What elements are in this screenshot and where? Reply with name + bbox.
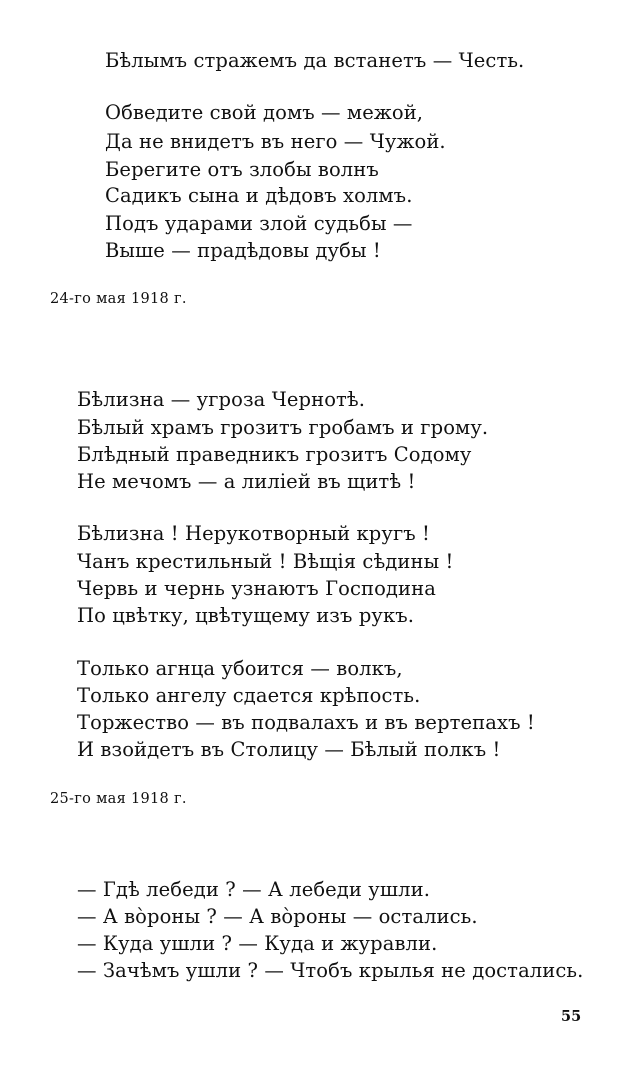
poem-line: Бѣлымъ стражемъ да встанетъ — Честь. <box>105 49 525 72</box>
poem-line: — Куда ушли ? — Куда и журавли. <box>77 932 438 955</box>
poem-line: Торжество — въ подвалахъ и въ вертепахъ ! <box>77 711 535 734</box>
poem-line: Бѣлый храмъ грозитъ гробамъ и грому. <box>77 416 489 439</box>
poem-line: — Зачѣмъ ушли ? — Чтобъ крылья не достались. <box>77 959 584 982</box>
page-number: 55 <box>561 1008 582 1025</box>
poem-line: — А вòроны ? — А вòроны — остались. <box>77 905 478 928</box>
poem-line: Садикъ сына и дѣдовъ холмъ. <box>105 184 413 207</box>
poem-line: И взойдетъ въ Столицу — Бѣлый полкъ ! <box>77 738 501 761</box>
poem-line: По цвѣтку, цвѣтущему изъ рукъ. <box>77 604 415 627</box>
poem-line: Блѣдный праведникъ грозитъ Содому <box>77 443 472 466</box>
poem-date: 24-го мая 1918 г. <box>50 291 187 307</box>
poem-line: — Гдѣ лебеди ? — А лебеди ушли. <box>77 878 430 901</box>
poem-line: Берегите отъ злобы волнъ <box>105 158 379 181</box>
poem-line: Обведите свой домъ — межой, <box>105 101 424 124</box>
poem-line: Да не внидетъ въ него — Чужой. <box>105 130 446 153</box>
poem-line: Бѣлизна ! Нерукотворный кругъ ! <box>77 522 430 545</box>
poem-line: Только агнца убоится — волкъ, <box>77 657 403 680</box>
poem-line: Подъ ударами злой судьбы — <box>105 212 413 235</box>
poem-line: Выше — прадѣдовы дубы ! <box>105 239 381 262</box>
poem-line: Только ангелу сдается крѣпость. <box>77 684 421 707</box>
poem-line: Не мечомъ — а лиліей въ щитѣ ! <box>77 470 416 493</box>
poem-line: Червь и чернь узнаютъ Господина <box>77 577 436 600</box>
poem-line: Чанъ крестильный ! Вѣщія сѣдины ! <box>77 550 454 573</box>
poem-line: Бѣлизна — угроза Чернотѣ. <box>77 388 366 411</box>
poem-date: 25-го мая 1918 г. <box>50 791 187 807</box>
